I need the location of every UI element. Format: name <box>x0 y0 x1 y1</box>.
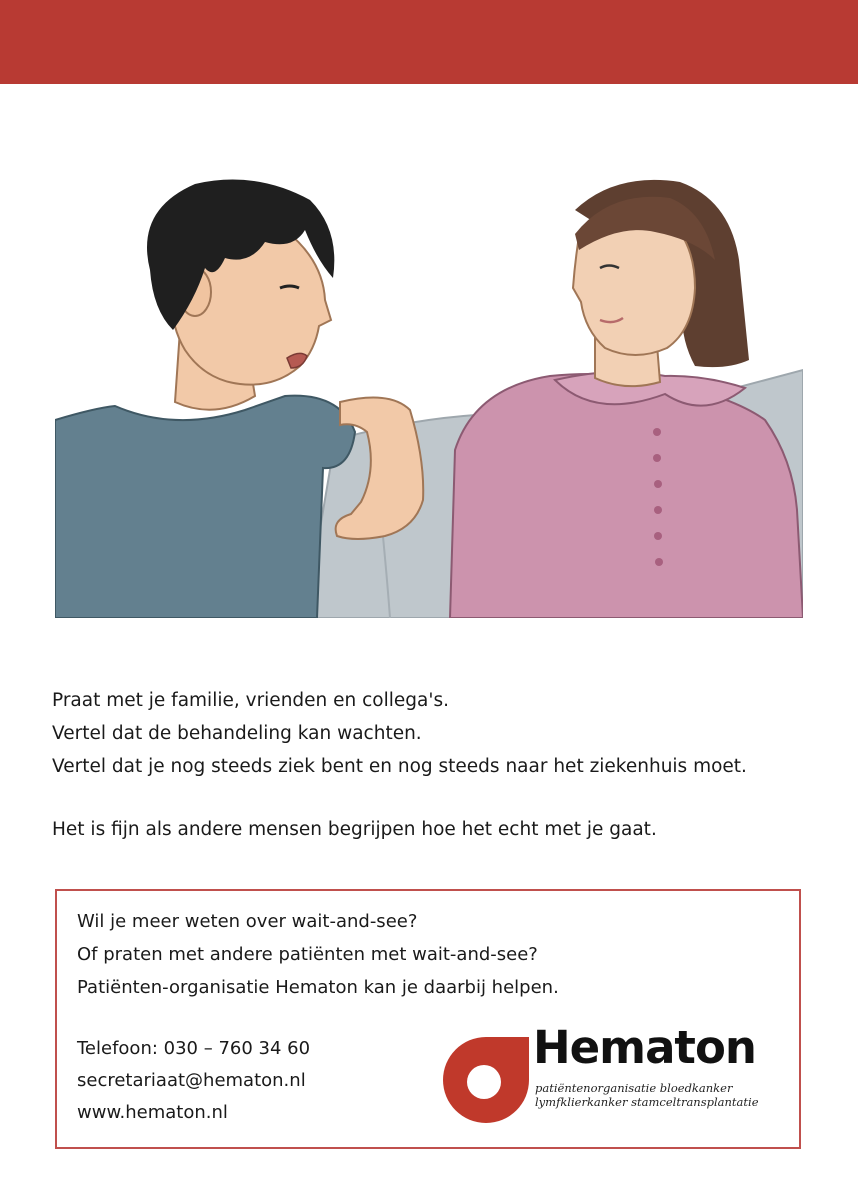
logo-tagline <box>535 1081 759 1109</box>
info-line: Wil je meer weten over wait-and-see? <box>77 911 418 932</box>
info-box <box>55 889 801 1149</box>
paragraph-line: Het is fijn als andere mensen begrijpen hoe het echt met je gaat. <box>52 819 657 840</box>
top-color-band <box>0 0 858 84</box>
illustration-two-people-talking <box>55 170 803 618</box>
email-address[interactable]: secretariaat@hematon.nl <box>77 1070 306 1091</box>
logo-tagline-line: patiëntenorganisatie bloedkanker <box>535 1081 733 1095</box>
paragraph-spacer <box>52 783 832 813</box>
info-line: Of praten met andere patiënten met wait-and-see? <box>77 944 538 965</box>
hematon-logo-mark-icon <box>443 1037 529 1123</box>
info-line: Patiënten-organisatie Hematon kan je daarbij helpen. <box>77 977 559 998</box>
phone-number: Telefoon: 030 – 760 34 60 <box>77 1038 311 1059</box>
logo-tagline-line: lymfklierkanker stamceltransplantatie <box>535 1095 759 1109</box>
paragraph-line: Praat met je familie, vrienden en collega's. <box>52 690 449 711</box>
paragraph-line: Vertel dat je nog steeds ziek bent en nog steeds naar het ziekenhuis moet. <box>52 756 747 777</box>
man-shirt <box>55 396 355 618</box>
body-text <box>52 684 832 846</box>
logo-wordmark: Hematon <box>533 1021 756 1074</box>
hematon-logo <box>443 1021 788 1123</box>
woman-blouse <box>450 374 803 618</box>
website-link[interactable]: www.hematon.nl <box>77 1102 228 1123</box>
paragraph-line: Vertel dat de behandeling kan wachten. <box>52 723 422 744</box>
contact-details <box>77 1033 310 1129</box>
info-text <box>77 905 559 1004</box>
man-mouth <box>287 353 307 368</box>
